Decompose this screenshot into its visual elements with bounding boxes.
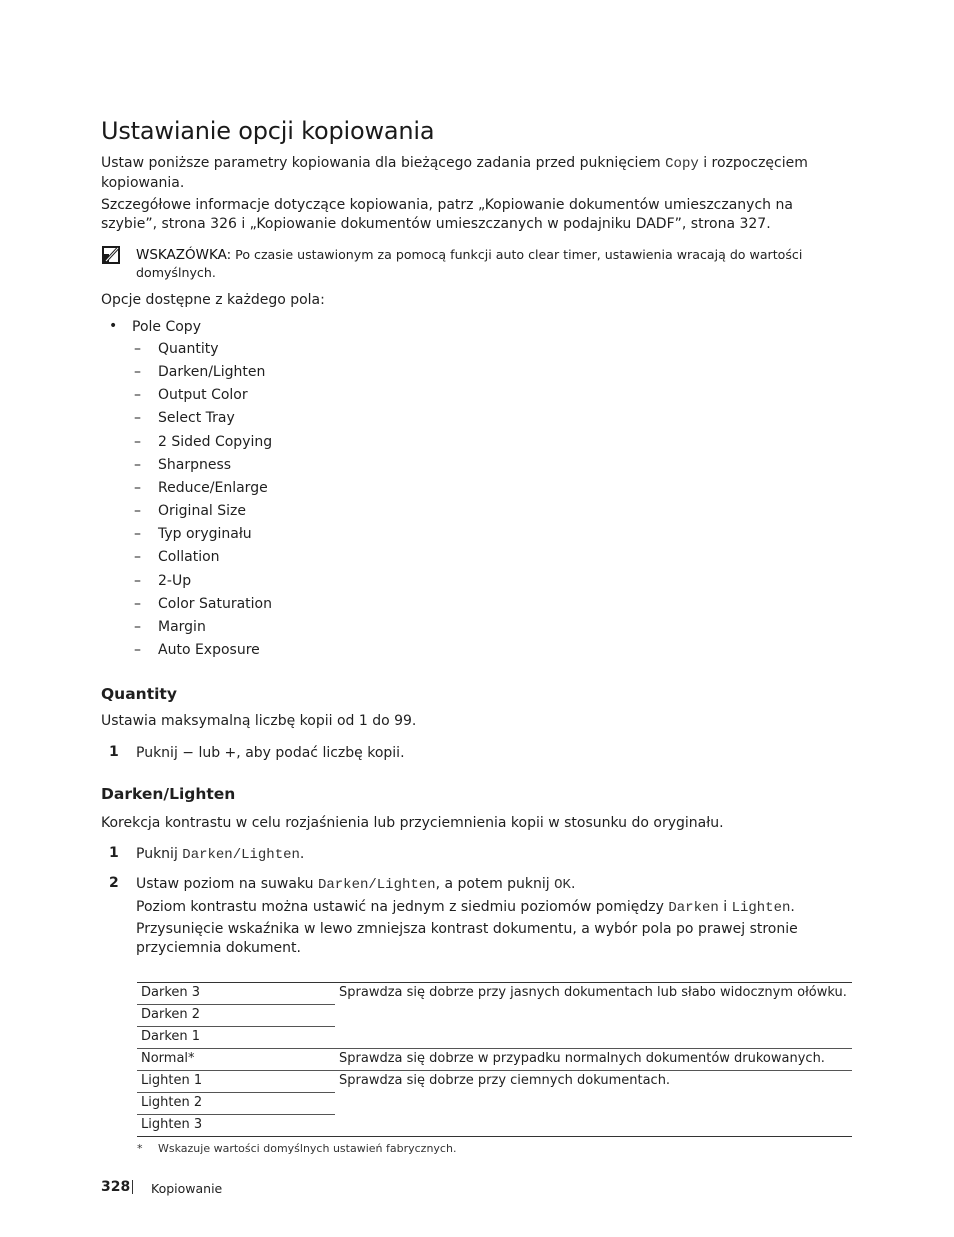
darken-step-2 xyxy=(136,875,836,895)
code-lighten: Lighten xyxy=(731,900,791,916)
code-darken: Darken xyxy=(668,900,719,916)
intro-text: i rozpoczęciem xyxy=(703,155,808,171)
intro-paragraph-1 xyxy=(101,154,861,193)
list-item: Original Size xyxy=(158,503,246,519)
footer-divider xyxy=(132,1180,133,1194)
list-dash: – xyxy=(134,410,141,426)
list-dash: – xyxy=(134,619,141,635)
step-text: , a potem puknij xyxy=(435,876,550,892)
cross-reference-text: Szczegółowe informacje dotyczące kopiowania, patrz „Kopiowanie dokumentów umieszczanych na xyxy=(101,197,793,213)
table-cell-description: Sprawdza się dobrze przy jasnych dokumentach lub słabo widocznym ołówku. xyxy=(335,983,852,1049)
footnote-text: Wskazuje wartości domyślnych ustawień fabrycznych. xyxy=(158,1142,457,1155)
list-item: Darken/Lighten xyxy=(158,364,266,380)
list-dash: – xyxy=(134,503,141,519)
pole-copy-label: Pole Copy xyxy=(132,319,201,335)
bullet: • xyxy=(109,318,118,334)
note-label: WSKAZÓWKA: xyxy=(136,247,232,263)
table-cell-level: Darken 2 xyxy=(137,1005,335,1027)
note-block xyxy=(136,246,846,281)
list-item: Select Tray xyxy=(158,410,235,426)
list-item: 2 Sided Copying xyxy=(158,434,273,450)
heading-quantity: Quantity xyxy=(101,685,177,703)
table-cell-description: Sprawdza się dobrze przy ciemnych dokumentach. xyxy=(335,1071,852,1137)
code-ok: OK xyxy=(554,877,571,893)
table-cell-level: Lighten 2 xyxy=(137,1093,335,1115)
list-item: Auto Exposure xyxy=(158,642,260,658)
list-dash: – xyxy=(134,457,141,473)
step-text: Przysunięcie wskaźnika w lewo zmniejsza kontrast dokumentu, a wybór pola po prawej stronie xyxy=(136,921,798,937)
table-cell-level: Darken 1 xyxy=(137,1027,335,1049)
intro-text: kopiowania. xyxy=(101,175,185,191)
note-text: Po czasie ustawionym za pomocą funkcji auto clear timer, ustawienia wracają do wartości xyxy=(235,247,803,262)
list-dash: – xyxy=(134,364,141,380)
list-dash: – xyxy=(134,596,141,612)
table-cell-level: Normal* xyxy=(137,1049,335,1071)
intro-paragraph-2 xyxy=(101,196,861,234)
darken-lighten-table xyxy=(137,982,852,1137)
step-number: 1 xyxy=(109,744,119,760)
heading-darken-lighten: Darken/Lighten xyxy=(101,785,236,803)
list-dash: – xyxy=(134,549,141,565)
table-cell-level: Lighten 3 xyxy=(137,1115,335,1137)
list-item: Sharpness xyxy=(158,457,232,473)
punctuation: . xyxy=(299,846,305,862)
list-item: Reduce/Enlarge xyxy=(158,480,268,496)
list-item: Color Saturation xyxy=(158,596,272,612)
list-item: 2-Up xyxy=(158,573,192,589)
step-number: 2 xyxy=(109,875,119,891)
list-dash: – xyxy=(134,526,141,542)
note-text: domyślnych. xyxy=(136,265,216,280)
punctuation: . xyxy=(570,876,576,892)
quantity-description: Ustawia maksymalną liczbę kopii od 1 do 99. xyxy=(101,713,417,729)
code-darken-lighten: Darken/Lighten xyxy=(182,847,300,863)
darken-step-2-detail xyxy=(136,898,836,918)
step-text: Puknij xyxy=(136,846,178,862)
list-item: Collation xyxy=(158,549,220,565)
table-cell-level: Lighten 1 xyxy=(137,1071,335,1093)
list-dash: – xyxy=(134,434,141,450)
list-dash: – xyxy=(134,387,141,403)
step-text: i xyxy=(723,899,728,915)
table-footnote xyxy=(137,1142,456,1155)
list-dash: – xyxy=(134,573,141,589)
page-title: Ustawianie opcji kopiowania xyxy=(101,117,435,145)
table-cell-level: Darken 3 xyxy=(137,983,335,1005)
section-name: Kopiowanie xyxy=(151,1181,223,1196)
step-text: Poziom kontrastu można ustawić na jednym z siedmiu poziomów pomiędzy xyxy=(136,899,664,915)
list-item: Output Color xyxy=(158,387,248,403)
footnote-marker: * xyxy=(137,1142,143,1155)
list-dash: – xyxy=(134,480,141,496)
darken-description: Korekcja kontrastu w celu rozjaśnienia lub przyciemnienia kopii w stosunku do oryginału. xyxy=(101,815,724,831)
list-dash: – xyxy=(134,642,141,658)
list-dash: – xyxy=(134,341,141,357)
step-text: przyciemnia dokument. xyxy=(136,940,301,956)
step-text: Ustaw poziom na suwaku xyxy=(136,876,314,892)
cross-reference-text: szybie”, strona 326 i „Kopiowanie dokumentów umieszczanych w podajniku DADF”, strona 327. xyxy=(101,216,771,232)
table-cell-description: Sprawdza się dobrze w przypadku normalnych dokumentów drukowanych. xyxy=(335,1049,852,1071)
intro-text: Ustaw poniższe parametry kopiowania dla bieżącego zadania przed puknięciem xyxy=(101,155,661,171)
darken-step-2-explanation xyxy=(136,920,836,958)
quantity-step: Puknij − lub +, aby podać liczbę kopii. xyxy=(136,745,405,761)
list-item: Quantity xyxy=(158,341,219,357)
page-number: 328 xyxy=(101,1179,131,1195)
list-item: Typ oryginału xyxy=(158,526,252,542)
punctuation: . xyxy=(790,899,795,915)
code-darken-lighten: Darken/Lighten xyxy=(317,877,436,893)
note-pencil-icon xyxy=(101,245,121,265)
darken-step-1 xyxy=(136,845,836,865)
step-number: 1 xyxy=(109,845,119,861)
list-item: Margin xyxy=(158,619,206,635)
code-copy: Copy xyxy=(665,156,699,172)
options-intro: Opcje dostępne z każdego pola: xyxy=(101,292,325,308)
